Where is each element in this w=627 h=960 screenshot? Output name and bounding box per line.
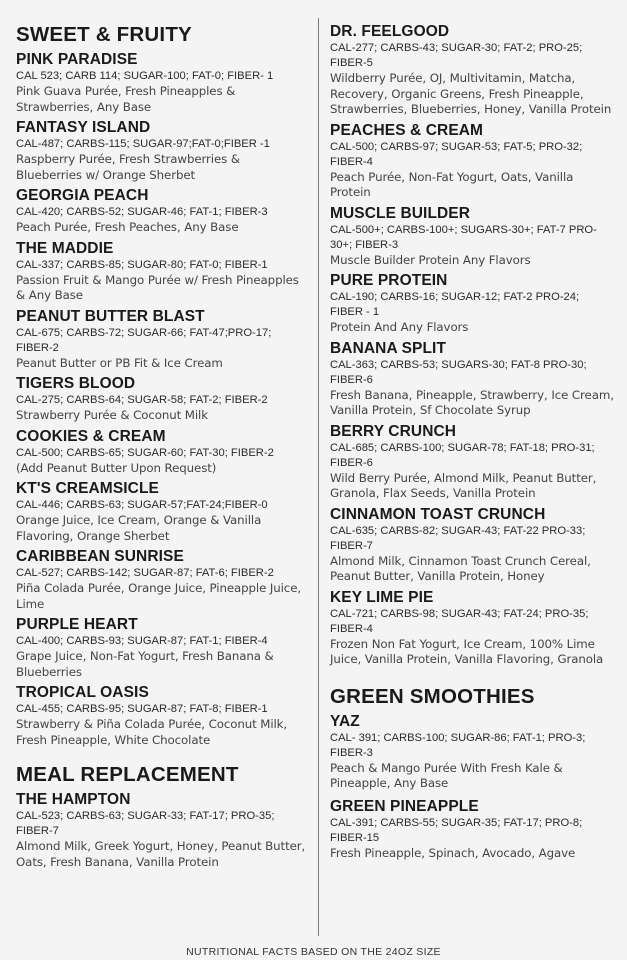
item-name: PURPLE HEART [16, 616, 138, 633]
item-name: THE HAMPTON [16, 791, 131, 808]
section-title-sweet-fruity: SWEET & FRUITY [16, 23, 192, 46]
item-desc: Almond Milk, Greek Yogurt, Honey, Peanut Butter, Oats, Fresh Banana, Vanilla Protein [16, 839, 306, 869]
item-stats: CAL-487; CARBS-115; SUGAR-97;FAT-0;FIBER -1 [16, 138, 270, 150]
item-name: KT'S CREAMSICLE [16, 480, 159, 497]
menu-item [330, 204, 615, 269]
column-divider [318, 18, 319, 936]
menu-item [16, 374, 306, 424]
item-name: YAZ [330, 712, 360, 730]
item-stats: CAL-635; CARBS-82; SUGAR-43; FAT-22 PRO-33; FIBER-7 [330, 524, 586, 552]
item-stats: CAL-455; CARBS-95; SUGAR-87; FAT-8; FIBER-1 [16, 703, 268, 715]
menu-item [16, 427, 306, 477]
item-stats: CAL-675; CARBS-72; SUGAR-66; FAT-47;PRO-17; FIBER-2 [16, 326, 272, 354]
item-desc: Strawberry Purée & Coconut Milk [16, 408, 208, 422]
item-desc: Frozen Non Fat Yogurt, Ice Cream, 100% Lime Juice, Vanilla Protein, Vanilla Flavoring, Granola [330, 636, 604, 666]
item-name: COOKIES & CREAM [16, 427, 166, 445]
item-stats: CAL-400; CARBS-93; SUGAR-87; FAT-1; FIBER-4 [16, 635, 268, 647]
item-name: DR. FEELGOOD [330, 23, 450, 40]
item-name: PINK PARADISE [16, 51, 138, 68]
item-name: BERRY CRUNCH [330, 422, 457, 440]
item-name: KEY LIME PIE [330, 588, 434, 606]
item-desc: Strawberry & Piña Colada Purée, Coconut Milk, Fresh Pineapple, White Chocolate [16, 717, 288, 747]
menu-item [330, 422, 615, 502]
item-stats: CAL-500+; CARBS-100+; SUGARS-30+; FAT-7 PRO-30+; FIBER-3 [330, 223, 597, 251]
item-stats: CAL-446; CARBS-63; SUGAR-57;FAT-24;FIBER-0 [16, 499, 268, 511]
item-name: FANTASY ISLAND [16, 119, 151, 136]
item-desc: (Add Peanut Butter Upon Request) [16, 460, 217, 475]
item-stats: CAL 523; CARB 114; SUGAR-100; FAT-0; FIBER- 1 [16, 70, 274, 82]
menu-item [16, 239, 306, 304]
item-stats: CAL-721; CARBS-98; SUGAR-43; FAT-24; PRO-35; FIBER-4 [330, 607, 589, 635]
menu-item [330, 271, 615, 336]
item-desc: Passion Fruit & Mango Purée w/ Fresh Pineapples & Any Base [16, 272, 299, 302]
item-desc: Wild Berry Purée, Almond Milk, Peanut Butter, Granola, Flax Seeds, Vanilla Protein [330, 470, 597, 500]
item-desc: Grape Juice, Non-Fat Yogurt, Fresh Banana & Blueberries [16, 649, 274, 679]
item-name: CINNAMON TOAST CRUNCH [330, 505, 546, 523]
menu-item [330, 339, 615, 419]
menu-item [16, 547, 306, 612]
item-stats: CAL-500; CARBS-97; SUGAR-53; FAT-5; PRO-32; FIBER-4 [330, 140, 583, 168]
item-name: MUSCLE BUILDER [330, 204, 471, 222]
item-stats: CAL-190; CARBS-16; SUGAR-12; FAT-2 PRO-24; FIBER - 1 [330, 291, 580, 318]
item-name: CARIBBEAN SUNRISE [16, 548, 184, 565]
item-desc: Wildberry Purée, OJ, Multivitamin, Matcha, Recovery, Organic Greens, Fresh Pineapple, Strawberries, Blueberries, Honey, Vanilla Protein [330, 71, 612, 116]
item-desc: Fresh Banana, Pineapple, Strawberry, Ice Cream, Vanilla Protein, Sf Chocolate Syrup [330, 387, 614, 417]
menu-item [16, 307, 306, 372]
item-desc: Pink Guava Purée, Fresh Pineapples & Strawberries, Any Base [16, 84, 236, 114]
item-desc: Peach Purée, Fresh Peaches, Any Base [16, 220, 239, 234]
menu-item [16, 50, 306, 115]
item-stats: CAL-420; CARBS-52; SUGAR-46; FAT-1; FIBER-3 [16, 206, 268, 218]
item-desc: Almond Milk, Cinnamon Toast Crunch Cereal, Peanut Butter, Vanilla Protein, Honey [330, 553, 591, 583]
item-desc: Muscle Builder Protein Any Flavors [330, 252, 531, 267]
item-stats: CAL- 391; CARBS-100; SUGAR-86; FAT-1; PRO-3; FIBER-3 [330, 731, 586, 759]
item-name: TROPICAL OASIS [16, 684, 149, 701]
item-stats: CAL-277; CARBS-43; SUGAR-30; FAT-2; PRO-25; FIBER-5 [330, 42, 583, 69]
menu-item [330, 22, 615, 118]
item-name: BANANA SPLIT [330, 339, 447, 357]
right-column [330, 22, 615, 861]
menu-item [330, 505, 615, 585]
menu-item [16, 790, 306, 870]
menu-item [16, 118, 306, 183]
item-stats: CAL-527; CARBS-142; SUGAR-87; FAT-6; FIBER-2 [16, 567, 274, 579]
item-stats: CAL-363; CARBS-53; SUGARS-30; FAT-8 PRO-30; FIBER-6 [330, 358, 587, 386]
item-desc: Orange Juice, Ice Cream, Orange & Vanilla Flavoring, Orange Sherbet [16, 513, 262, 543]
item-desc: Raspberry Purée, Fresh Strawberries & Blueberries w/ Orange Sherbet [16, 152, 240, 182]
item-stats: CAL-337; CARBS-85; SUGAR-80; FAT-0; FIBER-1 [16, 258, 268, 271]
menu-item [16, 615, 306, 680]
footer-note: NUTRITIONAL FACTS BASED ON THE 24OZ SIZE [186, 946, 441, 958]
left-column [16, 22, 306, 870]
item-name: GEORGIA PEACH [16, 187, 149, 204]
item-desc: Peanut Butter or PB Fit & Ice Cream [16, 355, 223, 370]
menu-item [16, 479, 306, 544]
item-desc: Piña Colada Purée, Orange Juice, Pineapple Juice, Lime [16, 581, 302, 611]
item-stats: CAL-685; CARBS-100; SUGAR-78; FAT-18; PRO-31; FIBER-6 [330, 441, 595, 469]
menu-item [16, 683, 306, 748]
section-title-meal-replacement: MEAL REPLACEMENT [16, 763, 239, 786]
item-name: GREEN PINEAPPLE [330, 797, 479, 815]
menu-item [330, 712, 615, 792]
item-stats: CAL-523; CARBS-63; SUGAR-33; FAT-17; PRO-35; FIBER-7 [16, 810, 275, 837]
item-name: THE MADDIE [16, 239, 114, 257]
item-name: TIGERS BLOOD [16, 375, 136, 392]
item-name: PURE PROTEIN [330, 272, 448, 289]
item-desc: Peach Purée, Non-Fat Yogurt, Oats, Vanilla Protein [330, 169, 574, 199]
item-desc: Peach & Mango Purée With Fresh Kale & Pineapple, Any Base [330, 760, 563, 790]
item-name: PEACHES & CREAM [330, 121, 484, 139]
section-title-green-smoothies: GREEN SMOOTHIES [330, 684, 535, 708]
item-stats: CAL-275; CARBS-64; SUGAR-58; FAT-2; FIBER-2 [16, 394, 268, 406]
menu-item [330, 121, 615, 201]
item-desc: Fresh Pineapple, Spinach, Avocado, Agave [330, 845, 576, 860]
item-stats: CAL-500; CARBS-65; SUGAR-60; FAT-30; FIBER-2 [16, 446, 274, 459]
item-stats: CAL-391; CARBS-55; SUGAR-35; FAT-17; PRO-8; FIBER-15 [330, 816, 583, 844]
menu-item [330, 797, 615, 862]
item-name: PEANUT BUTTER BLAST [16, 307, 205, 325]
menu-item [16, 186, 306, 236]
menu-item [330, 588, 615, 668]
item-desc: Protein And Any Flavors [330, 320, 469, 334]
